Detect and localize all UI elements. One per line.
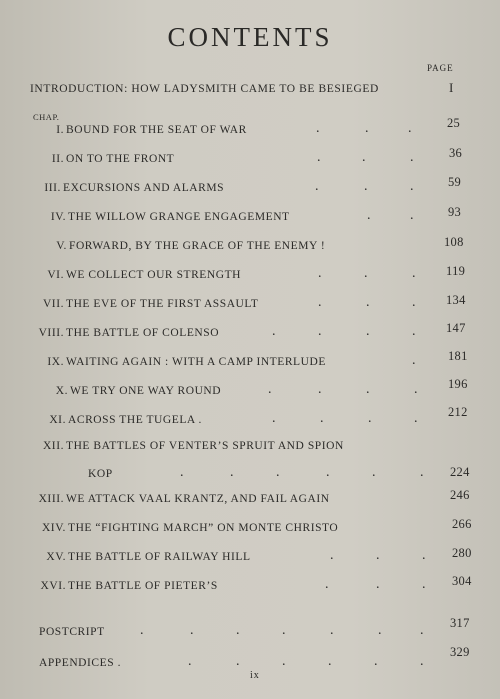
chapter-page: 134 (446, 293, 466, 307)
chapter-title: WAITING AGAIN : WITH A CAMP INTERLUDE (66, 356, 326, 368)
page-column-label: PAGE (427, 63, 454, 73)
chapter-title: THE “FIGHTING MARCH” ON MONTE CHRISTO (68, 522, 339, 534)
leader-dot: . (320, 411, 325, 426)
chapter-number: III. (44, 182, 61, 194)
leader-dot: . (272, 324, 277, 339)
leader-dot: . (422, 577, 427, 592)
leader-dot: . (420, 654, 424, 669)
chapter-title: THE BATTLE OF PIETER’S (68, 580, 218, 592)
chapter-title: BOUND FOR THE SEAT OF WAR (66, 124, 247, 136)
leader-dot: . (366, 324, 371, 339)
leader-dot: . (325, 577, 330, 592)
leader-dot: . (272, 411, 277, 426)
leader-dot: . (328, 654, 332, 669)
postscript-title: POSTCRIPT (39, 626, 105, 638)
page-number-footer: ix (250, 670, 260, 681)
chapter-number: XIII. (38, 493, 64, 505)
chapter-page: 36 (449, 146, 463, 160)
chapter-row (0, 293, 500, 318)
chapter-page: 59 (448, 175, 462, 189)
chapter-page: 147 (446, 321, 466, 335)
chapter-title: THE BATTLES OF VENTER’S SPRUIT AND SPION (66, 440, 344, 452)
chapter-page: 280 (452, 546, 472, 560)
chapter-title-continuation: KOP (88, 468, 113, 480)
leader-dot: . (412, 266, 417, 281)
appendices-page: 329 (450, 645, 470, 659)
chapter-number: I. (56, 124, 64, 136)
chapter-number: V. (56, 240, 67, 252)
chapter-row (0, 574, 500, 600)
chapter-title: THE EVE OF THE FIRST ASSAULT (66, 298, 259, 310)
page-title: CONTENTS (167, 22, 333, 52)
leader-dot: . (268, 382, 273, 397)
chapter-number: II. (51, 153, 64, 165)
leader-dot: . (315, 179, 320, 194)
leader-dot: . (420, 623, 424, 638)
chapter-number: VII. (42, 298, 64, 310)
chapter-page: 108 (444, 235, 464, 249)
leader-dot: . (367, 208, 372, 223)
leader-dot: . (230, 465, 234, 480)
chapter-title: EXCURSIONS AND ALARMS (63, 182, 225, 194)
leader-dot: . (368, 411, 373, 426)
chapter-title: ACROSS THE TUGELA . (68, 414, 202, 426)
introduction-page: I (449, 80, 454, 95)
leader-dot: . (364, 266, 369, 281)
chapter-title: WE ATTACK VAAL KRANTZ, AND FAIL AGAIN (66, 493, 330, 505)
leader-dot: . (410, 179, 415, 194)
leader-dot: . (276, 465, 280, 480)
leader-dot: . (318, 382, 323, 397)
chapter-title: FORWARD, BY THE GRACE OF THE ENEMY ! (69, 240, 326, 252)
leader-dot: . (366, 295, 371, 310)
chapter-title: THE BATTLE OF COLENSO (66, 327, 220, 339)
chapter-row (0, 349, 500, 376)
leader-dot: . (372, 465, 376, 480)
chapter-page: 266 (452, 517, 472, 531)
chapter-title: WE COLLECT OUR STRENGTH (66, 269, 242, 281)
leader-dot: . (236, 654, 240, 669)
chapter-title: THE BATTLE OF RAILWAY HILL (68, 551, 251, 563)
leader-dot: . (365, 121, 370, 136)
chapter-page: 93 (448, 205, 462, 219)
leader-dot: . (410, 208, 415, 223)
chapter-number: XI. (49, 414, 66, 426)
chapter-row (0, 146, 500, 173)
leader-dot: . (140, 623, 144, 638)
leader-dot: . (188, 654, 192, 669)
chapter-row (0, 264, 500, 289)
leader-dot: . (236, 623, 240, 638)
chapter-title: ON TO THE FRONT (66, 153, 175, 165)
leader-dot: . (378, 623, 382, 638)
leader-dot: . (420, 465, 424, 480)
chapter-number: X. (55, 385, 68, 397)
leader-dot: . (374, 654, 378, 669)
leader-dot: . (330, 623, 334, 638)
chapter-page: 181 (448, 349, 468, 363)
chapter-number: VIII. (38, 327, 64, 339)
leader-dot: . (422, 548, 427, 563)
leader-dot: . (362, 150, 367, 165)
leader-dot: . (376, 577, 381, 592)
leader-dot: . (180, 465, 184, 480)
chapter-row (0, 205, 500, 231)
chapter-page: 304 (452, 574, 472, 588)
leader-dot: . (412, 324, 417, 339)
chapter-row (0, 235, 500, 260)
introduction-title: INTRODUCTION: HOW LADYSMITH CAME TO BE BESIEGED (30, 83, 379, 95)
chapter-page: 224 (450, 465, 470, 479)
chapter-page: 119 (446, 264, 466, 278)
chapter-column-label: CHAP. (33, 112, 60, 122)
leader-dot: . (364, 179, 369, 194)
postscript-row (0, 616, 500, 646)
leader-dot: . (318, 324, 323, 339)
chapter-row (0, 488, 500, 513)
chapter-number: VI. (47, 269, 64, 281)
chapter-number: IV. (50, 211, 66, 223)
chapter-number: XV. (46, 551, 66, 563)
chapter-number: IX. (47, 356, 64, 368)
chapter-row (0, 321, 500, 347)
leader-dot: . (408, 121, 413, 136)
leader-dot: . (282, 623, 286, 638)
leader-dot: . (376, 548, 381, 563)
leader-dot: . (190, 623, 194, 638)
chapter-number: XVI. (40, 580, 66, 592)
leader-dot: . (282, 654, 286, 669)
chapter-page: 212 (448, 405, 468, 419)
chapter-number: XIV. (41, 522, 66, 534)
leader-dot: . (318, 295, 323, 310)
leader-dot: . (414, 382, 419, 397)
chapter-row (0, 517, 500, 542)
leader-dot: . (318, 266, 323, 281)
chapter-title: WE TRY ONE WAY ROUND (70, 385, 222, 397)
chapter-row (0, 377, 500, 405)
leader-dot: . (326, 465, 330, 480)
leader-dot: . (317, 150, 322, 165)
leader-dot: . (414, 411, 419, 426)
leader-dot: . (412, 353, 417, 368)
leader-dot: . (330, 548, 335, 563)
leader-dot: . (410, 150, 415, 165)
chapter-row (0, 546, 500, 571)
chapter-page: 196 (448, 377, 468, 391)
leader-dot: . (366, 382, 371, 397)
chapter-page: 25 (447, 116, 461, 130)
leader-dot: . (316, 121, 321, 136)
chapter-row (0, 405, 500, 434)
postscript-page: 317 (450, 616, 470, 630)
chapter-number: XII. (42, 440, 64, 452)
appendices-title: APPENDICES . (39, 657, 122, 669)
chapter-row (0, 175, 500, 202)
leader-dot: . (412, 295, 417, 310)
chapter-page: 246 (450, 488, 470, 502)
chapter-title: THE WILLOW GRANGE ENGAGEMENT (68, 211, 290, 223)
